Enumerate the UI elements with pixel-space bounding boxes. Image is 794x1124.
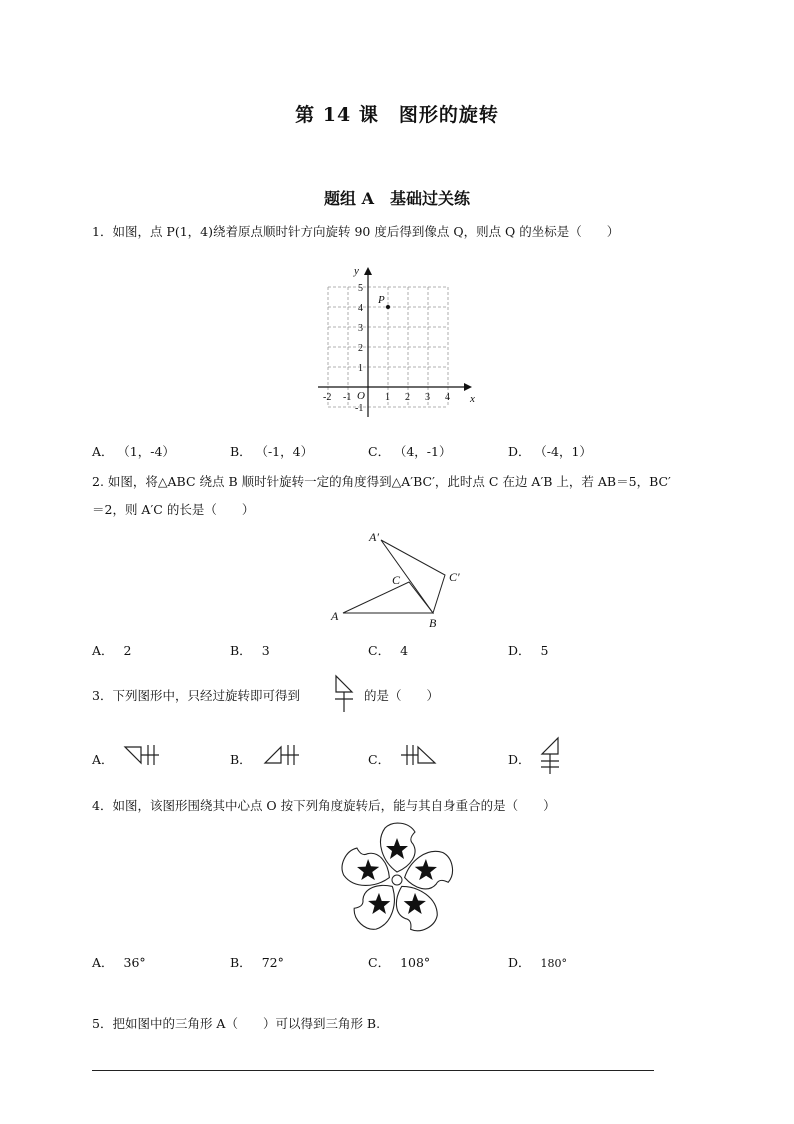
- q3-option-c-shape: [398, 742, 440, 768]
- question-3-text-before: 3．下列图形中，只经过旋转即可得到: [92, 688, 300, 703]
- x-axis-arrow: [464, 383, 472, 391]
- label-a: A: [331, 609, 339, 623]
- label-c: C: [392, 573, 401, 587]
- label-a-prime: A′: [369, 530, 379, 544]
- q4-option-d: D． 180°: [508, 955, 568, 970]
- y-tick-label: 5: [358, 283, 363, 294]
- x-axis-label: x: [470, 393, 475, 405]
- q4-option-c: C． 108°: [368, 955, 431, 970]
- x-tick-label: 1: [385, 392, 390, 403]
- point-p-label: P: [378, 294, 385, 306]
- bottom-divider: [92, 1070, 654, 1071]
- point-p: [386, 305, 390, 309]
- x-tick-label: 3: [425, 392, 430, 403]
- q4-option-a: A． 36°: [92, 955, 146, 970]
- q2-option-b: B． 3: [230, 643, 270, 658]
- section-title: 题组 A 基础过关练: [324, 189, 470, 208]
- y-tick-label: 4: [358, 303, 363, 314]
- q4-option-b: B． 72°: [230, 955, 284, 970]
- q3-option-b-shape: [262, 742, 302, 768]
- triangle-a-prime-bc-prime: [381, 540, 445, 613]
- origin-label: O: [357, 390, 365, 402]
- y-axis-label: y: [354, 265, 359, 277]
- y-tick-label: 1: [358, 363, 363, 374]
- label-b: B: [429, 616, 437, 630]
- bauhinia-flower-figure: [332, 818, 462, 943]
- y-tick-label: -1: [355, 403, 364, 414]
- flower-center: [392, 875, 402, 885]
- x-tick-label: -2: [323, 392, 332, 403]
- q3-option-a-shape: [122, 742, 162, 768]
- label-c-prime: C′: [449, 570, 460, 584]
- coordinate-grid-figure: [310, 262, 480, 422]
- q3-option-d: D．: [508, 752, 531, 767]
- q1-option-c: C． （4，-1）: [368, 444, 452, 459]
- q2-option-d: D． 5: [508, 643, 549, 658]
- question-2-text-line2: ＝2，则 A′C 的长是（ ）: [92, 502, 255, 517]
- q1-option-a: A． （1，-4）: [92, 444, 175, 459]
- x-tick-label: 4: [445, 392, 450, 403]
- reference-shape-figure: [332, 674, 356, 714]
- q2-option-c: C． 4: [368, 643, 409, 658]
- q1-option-b: B． （-1，4）: [230, 444, 314, 459]
- question-1-text: 1．如图，点 P(1，4)绕着原点顺时针方向旋转 90 度后得到像点 Q，则点 Q 的坐标是（ ）: [92, 224, 620, 239]
- q3-option-d-shape: [538, 736, 564, 776]
- question-4-text: 4．如图，该图形围绕其中心点 O 按下列角度旋转后，能与其自身重合的是（ ）: [92, 798, 556, 813]
- y-axis-arrow: [364, 267, 372, 275]
- page-title: 第 14 课 图形的旋转: [295, 104, 499, 126]
- q1-option-d: D． （-4，1）: [508, 444, 592, 459]
- q3-option-b: B．: [230, 752, 252, 767]
- triangle-rotation-figure: [325, 525, 475, 635]
- question-5-text: 5．把如图中的三角形 A（ ）可以得到三角形 B.: [92, 1016, 381, 1031]
- question-3-text-after: 的是（ ）: [364, 688, 440, 703]
- q2-option-a: A． 2: [92, 643, 132, 658]
- y-tick-label: 2: [358, 343, 363, 354]
- q3-option-c: C．: [368, 752, 391, 767]
- q3-option-a: A．: [92, 752, 114, 767]
- question-2-text-line1: 2. 如图，将△ABC 绕点 B 顺时针旋转一定的角度得到△A′BC′，此时点 C 在边 A′B 上，若 AB＝5，BC′: [92, 474, 671, 489]
- x-tick-label: 2: [405, 392, 410, 403]
- triangle-abc: [343, 582, 433, 613]
- y-tick-label: 3: [358, 323, 363, 334]
- x-tick-label: -1: [343, 392, 352, 403]
